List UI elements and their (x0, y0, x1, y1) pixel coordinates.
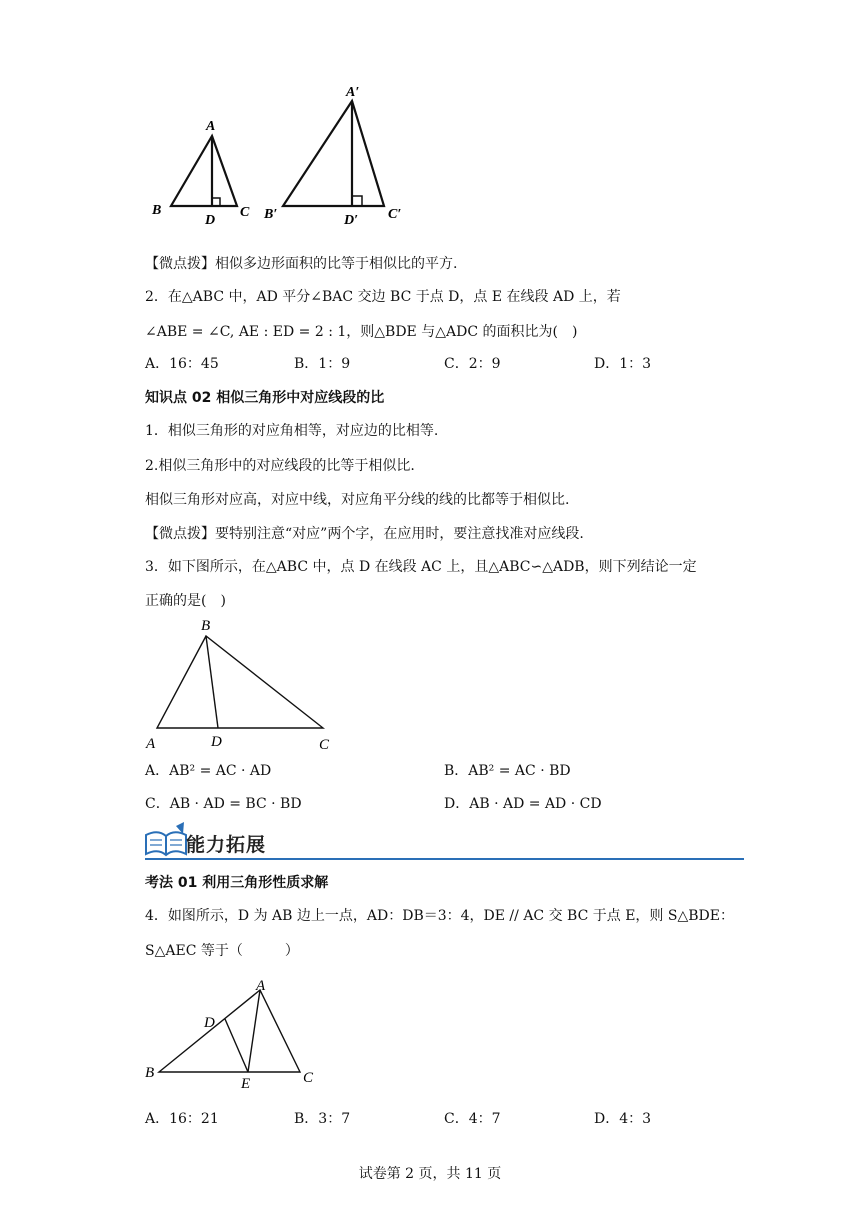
kp2-line2: 2.相似三角形中的对应线段的比等于相似比. (145, 458, 415, 474)
kp2-line1: 1．相似三角形的对应角相等，对应边的比相等. (145, 423, 439, 439)
q3-option-c[interactable]: C．AB · AD = BC · BD (145, 796, 302, 812)
q3-label-B: B (201, 618, 211, 634)
q4-label-D: D (204, 1015, 215, 1031)
page-footer: 试卷第 2 页，共 11 页 (358, 1166, 502, 1182)
label-A-prime: A′ (346, 85, 360, 100)
q2-stem-line1: 2．在△ABC 中，AD 平分∠BAC 交边 BC 于点 D，点 E 在线段 AD 上，若 (145, 289, 621, 305)
kp2-line3: 相似三角形对应高，对应中线，对应角平分线的线的比都等于相似比. (145, 492, 570, 508)
q4-label-A: A (256, 978, 266, 994)
q4-option-b[interactable]: B．3：7 (294, 1111, 351, 1127)
section-heading-kp2: 知识点 02 相似三角形中对应线段的比 (145, 390, 385, 406)
label-C: C (240, 205, 250, 220)
q2-option-a[interactable]: A．16：45 (145, 356, 219, 372)
q4-option-d[interactable]: D．4：3 (594, 1111, 652, 1127)
q3-option-d[interactable]: D．AB · AD = AD · CD (444, 796, 602, 812)
label-D: D (205, 213, 216, 228)
q3-label-C: C (319, 737, 330, 753)
label-C-prime: C′ (388, 207, 402, 222)
section-heading-method1: 考法 01 利用三角形性质求解 (145, 875, 329, 891)
label-B: B (152, 203, 162, 218)
q2-stem-line2: ∠ABE = ∠C, AE : ED = 2 : 1，则△BDE 与△ADC 的面积比为( ) (145, 324, 578, 340)
q4-option-a[interactable]: A．16：21 (145, 1111, 219, 1127)
label-D-prime: D′ (344, 213, 359, 228)
q2-option-c[interactable]: C．2：9 (444, 356, 501, 372)
q3-stem-line2: 正确的是( ) (145, 593, 226, 609)
q4-option-c[interactable]: C．4：7 (444, 1111, 501, 1127)
q3-option-b[interactable]: B．AB² = AC · BD (444, 763, 571, 779)
q3-stem-line1: 3．如下图所示，在△ABC 中，点 D 在线段 AC 上，且△ABC∽△ADB，则下列结论一定 (145, 559, 697, 575)
q4-stem-line2: S△AEC 等于（ ） (145, 943, 299, 959)
q3-label-A: A (146, 736, 156, 752)
banner-title: 能力拓展 (186, 834, 267, 856)
kp2-tip: 【微点拨】要特别注意“对应”两个字，在应用时，要注意找准对应线段. (145, 526, 584, 542)
q4-stem-line1: 4．如图所示，D 为 AB 边上一点，AD：DB＝3：4，DE // AC 交 BC 于点 E，则 S△BDE： (145, 908, 734, 924)
q4-label-E: E (241, 1076, 251, 1092)
tip-area-ratio: 【微点拨】相似多边形面积的比等于相似比的平方. (145, 256, 458, 272)
label-A: A (206, 119, 216, 134)
q3-option-a[interactable]: A．AB² = AC · AD (145, 763, 272, 779)
label-B-prime: B′ (264, 207, 278, 222)
q3-label-D: D (211, 734, 222, 750)
q4-label-C: C (303, 1070, 314, 1086)
q4-label-B: B (145, 1065, 155, 1081)
q2-option-b[interactable]: B．1：9 (294, 356, 351, 372)
q2-option-d[interactable]: D．1：3 (594, 356, 652, 372)
